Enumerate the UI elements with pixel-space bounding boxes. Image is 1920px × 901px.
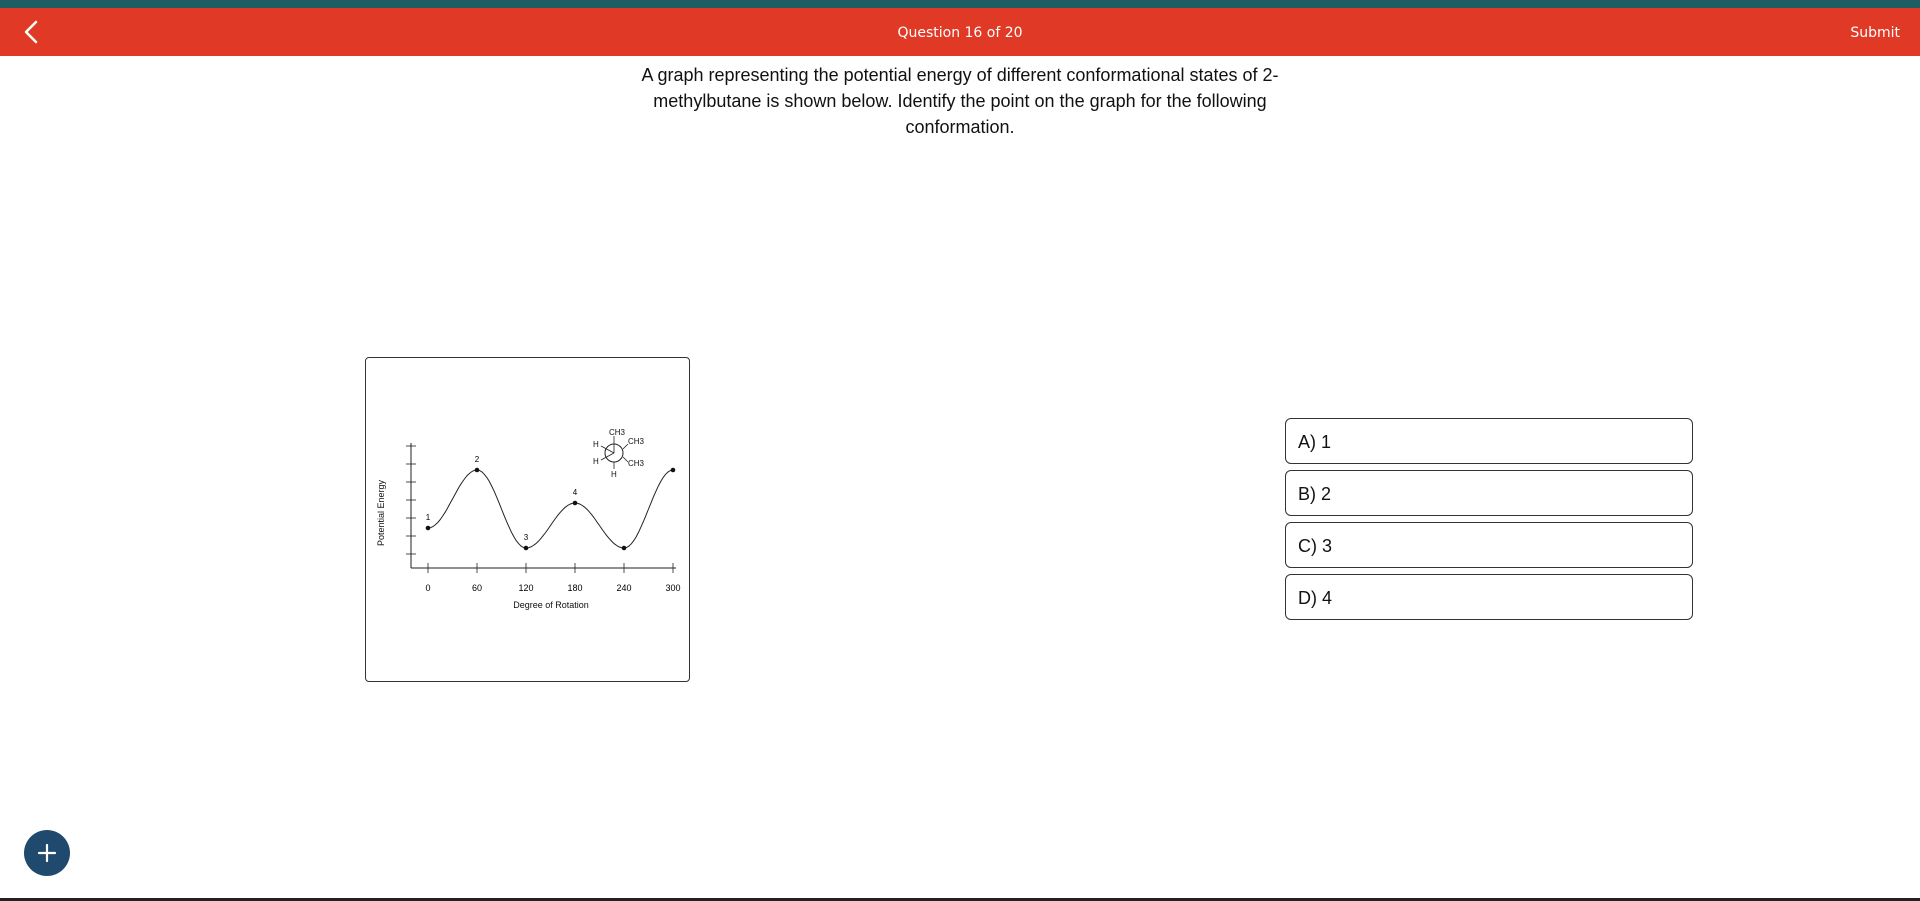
x-tick-label: 0 [425,583,431,593]
energy-point [426,526,431,531]
newman-label: CH3 [609,428,626,437]
newman-label: CH3 [628,437,645,446]
add-button[interactable] [24,830,70,876]
energy-point [475,468,480,473]
submit-button[interactable]: Submit [1850,25,1900,41]
energy-point-label: 2 [474,455,480,464]
energy-point [573,501,578,506]
option-b[interactable]: B) 2 [1285,470,1693,516]
x-tick-label: 60 [471,583,483,593]
newman-projection [593,428,645,479]
newman-label: H [593,457,599,466]
header-bar [0,8,1920,56]
x-tick-label: 120 [518,583,534,593]
option-d[interactable]: D) 4 [1285,574,1693,620]
y-axis-label: Potential Energy [376,479,386,547]
energy-point [622,546,627,551]
top-accent-strip [0,0,1920,8]
newman-label: CH3 [628,459,645,468]
energy-point-label: 3 [523,533,529,542]
newman-label: H [611,470,617,479]
x-tick-label: 180 [567,583,583,593]
energy-point [671,468,676,473]
energy-point [524,546,529,551]
plus-icon [37,843,57,863]
energy-points [426,455,676,550]
energy-curve [425,470,673,548]
energy-point-label: 4 [572,488,578,497]
option-a[interactable]: A) 1 [1285,418,1693,464]
question-counter: Question 16 of 20 [897,25,1023,41]
question-text: A graph representing the potential energy of different conformational states of 2-methylbutane is shown below. Identify the point on the graph for the following conformation. [641,65,1279,137]
x-tick-label: 300 [665,583,681,593]
x-axis-label: Degree of Rotation [513,600,589,610]
x-tick-label: 240 [616,583,632,593]
figure-panel [365,357,690,682]
answer-options [1285,418,1693,626]
option-c[interactable]: C) 3 [1285,522,1693,568]
energy-point-label: 1 [425,513,431,522]
newman-label: H [593,440,599,449]
energy-diagram [366,358,691,683]
